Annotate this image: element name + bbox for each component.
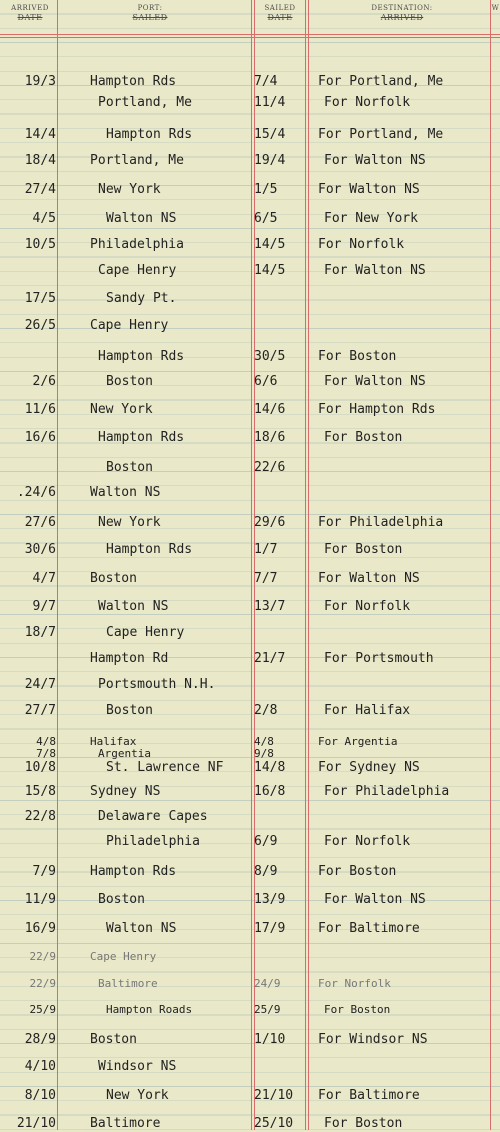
ledger-row (0, 74, 500, 90)
arrived-date: 11/9 (24, 892, 56, 907)
arrived-date: 9/7 (32, 599, 56, 614)
arrived-date: 17/5 (24, 291, 56, 306)
sailed-date: 15/4 (254, 127, 286, 142)
sailed-date: 11/4 (254, 95, 286, 110)
ledger-row (0, 651, 500, 667)
sailed-date: 21/10 (254, 1088, 294, 1103)
arrived-date: 4/8 (36, 735, 56, 748)
destination: For Sydney NS (318, 760, 420, 775)
header-rule (0, 34, 500, 35)
sailed-date: 8/9 (254, 864, 278, 879)
destination: For Portsmouth (324, 651, 434, 666)
sailed-date: 14/6 (254, 402, 286, 417)
ledger-row (0, 430, 500, 446)
ledger-row (0, 976, 500, 992)
sailed-date: 25/9 (254, 1003, 281, 1016)
sailed-date: 19/4 (254, 153, 286, 168)
arrived-date: .24/6 (16, 485, 56, 500)
ledger-row (0, 571, 500, 587)
header-destination-bottom: ARRIVED (380, 13, 424, 22)
destination: For Walton NS (318, 571, 420, 586)
arrived-date: 22/9 (29, 977, 56, 990)
port-name: Hampton Rds (90, 74, 177, 89)
arrived-date: 7/8 (36, 747, 56, 760)
arrived-date: 16/6 (24, 430, 56, 445)
destination: For Philadelphia (318, 515, 444, 530)
port-name: Hampton Rds (98, 430, 185, 445)
port-name: New York (98, 182, 161, 197)
destination: For Norfolk (324, 95, 411, 110)
header-arrived (6, 4, 54, 22)
port-name: Hampton Rds (106, 127, 193, 142)
arrived-date: 15/8 (24, 784, 56, 799)
arrived-date: 21/10 (16, 1116, 56, 1131)
ledger-row (0, 374, 500, 390)
port-name: Walton NS (90, 485, 161, 500)
header-extra-label: W (491, 4, 500, 12)
sailed-date: 14/5 (254, 263, 286, 278)
header-destination-top: DESTINATION: (371, 4, 433, 12)
ledger-row (0, 515, 500, 531)
ledger-row (0, 291, 500, 307)
header-sailed-top: SAILED (264, 4, 296, 12)
destination: For Baltimore (318, 1088, 420, 1103)
destination: For Hampton Rds (318, 402, 436, 417)
arrived-date: 18/7 (24, 625, 56, 640)
port-name: Portland, Me (98, 95, 192, 110)
ledger-row (0, 542, 500, 558)
port-name: Philadelphia (106, 834, 200, 849)
ledger-row (0, 1088, 500, 1104)
destination: For Boston (318, 864, 397, 879)
arrived-date: 30/6 (24, 542, 56, 557)
sailed-date: 9/8 (254, 747, 274, 760)
destination: For Boston (324, 430, 403, 445)
sailed-date: 4/8 (254, 735, 274, 748)
sailed-date: 21/7 (254, 651, 286, 666)
arrived-date: 27/7 (24, 703, 56, 718)
sailed-date: 13/7 (254, 599, 286, 614)
arrived-date: 10/5 (24, 237, 56, 252)
port-name: Portsmouth N.H. (98, 677, 216, 692)
ledger-row (0, 864, 500, 880)
port-name: Cape Henry (90, 950, 157, 963)
ledger-row (0, 237, 500, 253)
arrived-date: 16/9 (24, 921, 56, 936)
destination: For Boston (324, 1116, 403, 1131)
destination: For Norfolk (318, 237, 405, 252)
sailed-date: 18/6 (254, 430, 286, 445)
port-name: Hampton Rds (90, 864, 177, 879)
arrived-date: 4/5 (32, 211, 56, 226)
header-extra (491, 4, 500, 13)
ledger-row (0, 760, 500, 776)
destination: For Boston (318, 349, 397, 364)
port-name: Windsor NS (98, 1059, 177, 1074)
port-name: Boston (90, 1032, 137, 1047)
arrived-date: 14/4 (24, 127, 56, 142)
arrived-date: 11/6 (24, 402, 56, 417)
ledger-row (0, 703, 500, 719)
ledger-row (0, 599, 500, 615)
port-name: Hampton Roads (106, 1003, 193, 1016)
sailed-date: 6/5 (254, 211, 278, 226)
sailed-date: 14/5 (254, 237, 286, 252)
ledger-row (0, 892, 500, 908)
header-port-top: PORT: (137, 4, 163, 12)
port-name: Cape Henry (106, 625, 185, 640)
destination: For Walton NS (324, 374, 426, 389)
header-port-bottom: SAILED (132, 13, 168, 22)
ledger-row (0, 921, 500, 937)
port-name: Hampton Rd (90, 651, 169, 666)
destination: For Baltimore (318, 921, 420, 936)
arrived-date: 22/8 (24, 809, 56, 824)
sailed-date: 7/4 (254, 74, 278, 89)
header-destination (352, 4, 452, 22)
destination: For Windsor NS (318, 1032, 428, 1047)
port-name: Philadelphia (90, 237, 184, 252)
port-name: Boston (106, 374, 153, 389)
ledger-row (0, 485, 500, 501)
port-name: St. Lawrence NF (106, 760, 224, 775)
port-name: Walton NS (106, 211, 177, 226)
sailed-date: 25/10 (254, 1116, 294, 1131)
arrived-date: 10/8 (24, 760, 56, 775)
destination: For Norfolk (324, 599, 411, 614)
port-name: Boston (106, 703, 153, 718)
destination: For Halifax (324, 703, 411, 718)
arrived-date: 8/10 (24, 1088, 56, 1103)
header-port (110, 4, 190, 22)
sailed-date: 29/6 (254, 515, 286, 530)
port-name: Walton NS (98, 599, 169, 614)
port-name: New York (90, 402, 153, 417)
port-name: Sydney NS (90, 784, 161, 799)
arrived-date: 22/9 (29, 950, 56, 963)
port-name: Baltimore (90, 1116, 161, 1131)
ledger-row (0, 1059, 500, 1075)
sailed-date: 7/7 (254, 571, 278, 586)
arrived-date: 7/9 (32, 864, 56, 879)
ledger-row (0, 677, 500, 693)
arrived-date: 25/9 (29, 1003, 56, 1016)
port-name: Sandy Pt. (106, 291, 177, 306)
header-arrived-bottom: DATE (17, 13, 43, 22)
arrived-date: 27/6 (24, 515, 56, 530)
sailed-date: 24/9 (254, 977, 281, 990)
port-name: Boston (98, 892, 145, 907)
port-name: Hampton Rds (106, 542, 193, 557)
arrived-date: 24/7 (24, 677, 56, 692)
port-name: Halifax (90, 735, 137, 748)
sailed-date: 6/9 (254, 834, 278, 849)
header-sailed-bottom: DATE (267, 13, 293, 22)
destination: For Portland, Me (318, 127, 444, 142)
arrived-date: 4/7 (32, 571, 56, 586)
port-name: New York (98, 515, 161, 530)
header-rule-2 (0, 37, 500, 38)
destination: For Philadelphia (324, 784, 450, 799)
sailed-date: 6/6 (254, 374, 278, 389)
destination: For Portland, Me (318, 74, 444, 89)
arrived-date: 18/4 (24, 153, 56, 168)
destination: For Norfolk (324, 834, 411, 849)
destination: For Walton NS (324, 263, 426, 278)
sailed-date: 1/10 (254, 1032, 286, 1047)
arrived-date: 27/4 (24, 182, 56, 197)
port-name: Cape Henry (98, 263, 177, 278)
ledger-row (0, 1002, 500, 1018)
sailed-date: 30/5 (254, 349, 286, 364)
ledger-row (0, 263, 500, 279)
sailed-date: 13/9 (254, 892, 286, 907)
port-name: Argentia (98, 747, 151, 760)
ledger-row (0, 182, 500, 198)
destination: For Walton NS (318, 182, 420, 197)
port-name: Walton NS (106, 921, 177, 936)
destination: For Walton NS (324, 153, 426, 168)
ledger-row (0, 625, 500, 641)
port-name: Portland, Me (90, 153, 184, 168)
sailed-date: 17/9 (254, 921, 286, 936)
ledger-row (0, 127, 500, 143)
destination: For Walton NS (324, 892, 426, 907)
header-sailed (256, 4, 304, 22)
arrived-date: 19/3 (24, 74, 56, 89)
sailed-date: 22/6 (254, 460, 286, 475)
sailed-date: 16/8 (254, 784, 286, 799)
arrived-date: 4/10 (24, 1059, 56, 1074)
port-name: Boston (106, 460, 153, 475)
destination: For Boston (324, 542, 403, 557)
ledger-row (0, 949, 500, 965)
arrived-date: 2/6 (32, 374, 56, 389)
sailed-date: 2/8 (254, 703, 278, 718)
destination: For Argentia (318, 735, 398, 748)
port-name: Baltimore (98, 977, 158, 990)
sailed-date: 14/8 (254, 760, 286, 775)
port-name: Delaware Capes (98, 809, 208, 824)
destination: For New York (324, 211, 418, 226)
ledger-row (0, 95, 500, 111)
destination: For Norfolk (318, 977, 391, 990)
ledger-row (0, 460, 500, 476)
ledger-row (0, 1032, 500, 1048)
arrived-date: 28/9 (24, 1032, 56, 1047)
ledger-row (0, 809, 500, 825)
ledger-row (0, 402, 500, 418)
ledger-row (0, 834, 500, 850)
sailed-date: 1/7 (254, 542, 278, 557)
port-name: Boston (90, 571, 137, 586)
ledger-row (0, 153, 500, 169)
port-name: Cape Henry (90, 318, 169, 333)
ledger-row (0, 349, 500, 365)
ledger-row (0, 318, 500, 334)
ledger-row (0, 784, 500, 800)
arrived-date: 26/5 (24, 318, 56, 333)
port-name: Hampton Rds (98, 349, 185, 364)
port-name: New York (106, 1088, 169, 1103)
sailed-date: 1/5 (254, 182, 278, 197)
destination: For Boston (324, 1003, 391, 1016)
header-arrived-top: ARRIVED (11, 4, 49, 12)
ledger-row (0, 211, 500, 227)
